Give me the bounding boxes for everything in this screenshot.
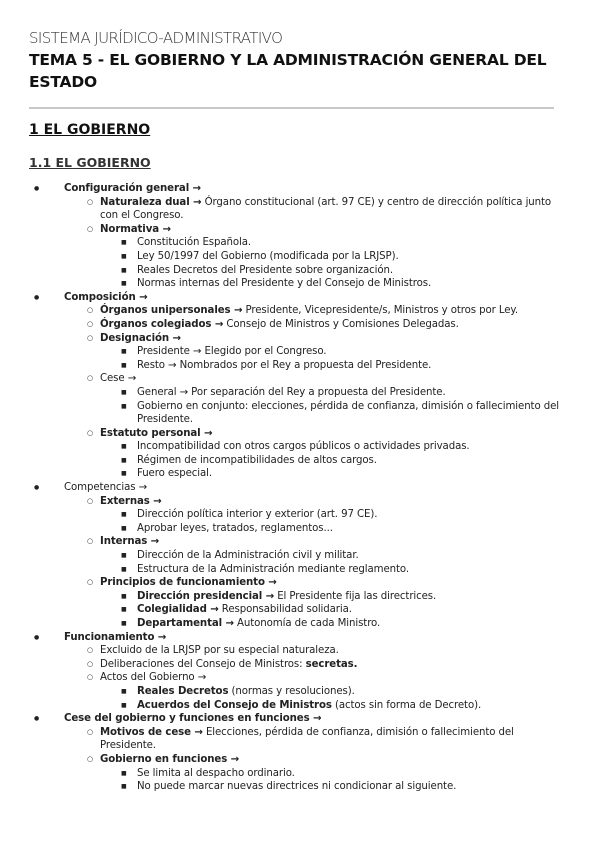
item-term: Órganos unipersonales → <box>100 305 243 317</box>
list-item <box>64 753 560 794</box>
list-item: ■ Dirección de la Administración civil y militar. <box>100 549 560 563</box>
list-item <box>64 427 560 481</box>
item-text: Responsabilidad solidaria. <box>218 604 352 616</box>
list-item <box>64 658 560 672</box>
item-term: Órganos colegiados → <box>100 318 224 330</box>
list-item <box>64 332 560 373</box>
list-item <box>64 196 560 223</box>
list-item <box>64 304 560 318</box>
item-label: Competencias → <box>64 482 148 494</box>
item-text: Consejo de Ministros y Comisiones Delegadas. <box>223 318 459 330</box>
list-item: ■ Gobierno en conjunto: elecciones, pérdida de confianza, dimisión o fallecimiento del Presidente. <box>100 400 560 427</box>
list-item <box>29 182 560 291</box>
list-item <box>64 576 560 630</box>
list-item: ■ Normas internas del Presidente y del Consejo de Ministros. <box>100 277 560 291</box>
list-item: ■ Estructura de la Administración mediante reglamento. <box>100 563 560 577</box>
item-text: (normas y resoluciones). <box>228 685 355 697</box>
list-item <box>100 685 560 699</box>
page-title: TEMA 5 - EL GOBIERNO Y LA ADMINISTRACIÓN GENERAL DEL ESTADO <box>29 51 547 91</box>
list-item: ■ Régimen de incompatibilidades de altos cargos. <box>100 454 560 468</box>
outline-list <box>29 182 560 794</box>
list-item: ■ Aprobar leyes, tratados, reglamentos... <box>100 522 560 536</box>
list-item: ■ Resto → Nombrados por el Rey a propuesta del Presidente. <box>100 359 560 373</box>
list-item: ■ No puede marcar nuevas directrices ni condicionar al siguiente. <box>100 780 560 794</box>
list-item: ■ Presidente → Elegido por el Congreso. <box>100 345 560 359</box>
item-label: Principios de funcionamiento → <box>100 577 277 589</box>
item-term: Motivos de cese → <box>100 726 203 738</box>
item-label: Externas → <box>100 495 162 507</box>
list-item: ■ General → Por separación del Rey a propuesta del Presidente. <box>100 386 560 400</box>
list-item <box>64 318 560 332</box>
item-label: Gobierno en funciones → <box>100 753 240 765</box>
section-heading: 1 EL GOBIERNO <box>29 122 151 138</box>
item-text: Presidente, Vicepresidente/s, Ministros y otros por Ley. <box>242 305 519 317</box>
list-item <box>29 481 560 631</box>
item-text: (actos sin forma de Decreto). <box>331 699 482 711</box>
item-label: Actos del Gobierno → <box>100 672 207 684</box>
list-item <box>29 712 560 794</box>
item-text: Órgano constitucional (art. 97 CE) y centro de dirección política junto con el Congreso. <box>100 196 552 222</box>
item-text: Elecciones, pérdida de confianza, dimisión o fallecimiento del Presidente. <box>100 726 514 752</box>
list-item: ■ Reales Decretos del Presidente sobre organización. <box>100 264 560 278</box>
list-item: ■ Constitución Española. <box>100 236 560 250</box>
item-text: El Presidente fija las directrices. <box>274 590 437 602</box>
list-item <box>100 699 560 713</box>
subject-heading: SISTEMA JURÍDICO-ADMINISTRATIVO <box>29 29 283 47</box>
item-label: Configuración general → <box>64 183 201 194</box>
list-item: ■ Se limita al despacho ordinario. <box>100 767 560 781</box>
list-item <box>100 617 560 631</box>
item-label: Internas → <box>100 536 160 548</box>
item-label: Normativa → <box>100 223 171 235</box>
item-label: Estatuto personal → <box>100 427 213 439</box>
list-item: ■ Fuero especial. <box>100 467 560 481</box>
item-text: Autonomía de cada Ministro. <box>233 618 381 629</box>
list-item <box>64 535 560 576</box>
item-label: Composición → <box>64 291 148 303</box>
list-item <box>64 223 560 291</box>
divider <box>29 107 554 109</box>
item-term: Departamental → <box>137 618 234 629</box>
item-term: Acuerdos del Consejo de Ministros <box>137 699 332 711</box>
list-item <box>29 291 560 481</box>
list-item: ■ Ley 50/1997 del Gobierno (modificada por la LRJSP). <box>100 250 560 264</box>
list-item: ■ Dirección política interior y exterior (art. 97 CE). <box>100 508 560 522</box>
list-item: ■ Incompatibilidad con otros cargos públicos o actividades privadas. <box>100 440 560 454</box>
item-label: Cese del gobierno y funciones en funciones → <box>64 713 322 725</box>
item-label: Funcionamiento → <box>64 631 167 643</box>
list-item <box>100 590 560 604</box>
list-item <box>64 671 560 712</box>
list-item <box>64 372 560 426</box>
item-term: Reales Decretos <box>137 685 229 697</box>
item-term: secretas. <box>305 658 358 670</box>
item-term: Naturaleza dual → <box>100 196 202 208</box>
item-label: Designación → <box>100 332 181 344</box>
list-item <box>100 603 560 617</box>
item-label: Cese → <box>100 373 137 385</box>
list-item <box>64 495 560 536</box>
item-term: Dirección presidencial → <box>137 590 275 602</box>
item-term: Colegialidad → <box>137 604 219 616</box>
list-item <box>64 726 560 753</box>
list-item <box>29 631 560 713</box>
list-item: ○ Excluido de la LRJSP por su especial naturaleza. <box>64 644 560 658</box>
item-text: Deliberaciones del Consejo de Ministros: <box>100 658 306 670</box>
subsection-heading: 1.1 EL GOBIERNO <box>29 155 151 170</box>
